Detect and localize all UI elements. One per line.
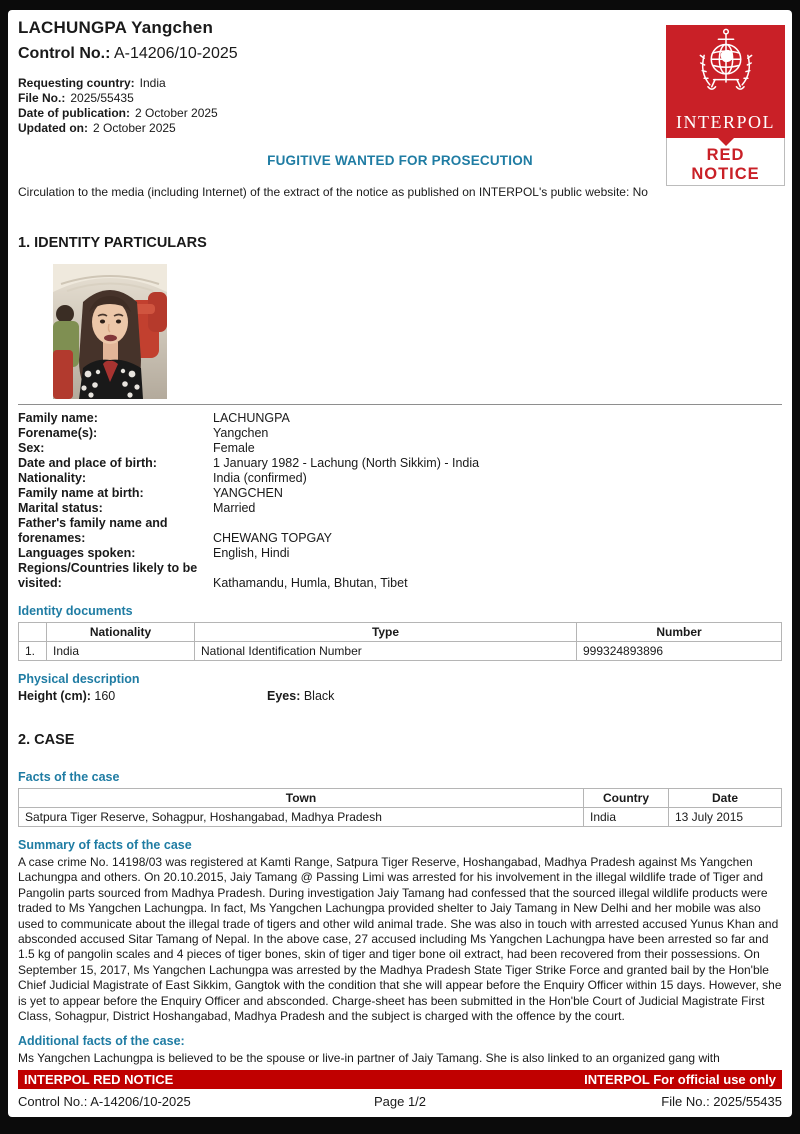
physical-description-values	[18, 689, 782, 703]
identity-documents-table	[18, 622, 782, 661]
identity-documents-header-row: Nationality Type Number	[19, 623, 782, 642]
footer-info-row	[18, 1094, 782, 1109]
interpol-red-notice-logo	[666, 18, 785, 186]
red-notice-line2: NOTICE	[691, 164, 760, 183]
footer-page-number: Page 1/2	[373, 1094, 427, 1109]
additional-facts-text: Ms Yangchen Lachungpa is believed to be the spouse or live-in partner of Jaiy Tamang. She is also linked to an organized gang with	[18, 1051, 720, 1066]
field-father-name: Father's family name and forenames: CHEWANG TOPGAY	[18, 516, 333, 545]
height-value: 160	[94, 689, 116, 703]
footer-file-number: File No.: 2025/55435	[661, 1094, 782, 1109]
identity-fields	[18, 411, 782, 591]
facts-header-row: Town Country Date	[19, 789, 782, 808]
red-notice-label-box	[666, 138, 785, 186]
identity-section-title: 1. IDENTITY PARTICULARS	[18, 235, 207, 251]
field-birth: Date and place of birth: 1 January 1982 - Lachung (North Sikkim) - India	[18, 456, 480, 470]
control-number-value: A-14206/10-2025	[113, 45, 238, 62]
additional-facts-title: Additional facts of the case:	[18, 1034, 185, 1049]
facts-title: Facts of the case	[18, 770, 120, 784]
footer-red-bar	[18, 1070, 782, 1089]
field-nationality: Nationality: India (confirmed)	[18, 471, 307, 485]
meta-row-file-no: File No.: 2025/55435	[18, 91, 134, 105]
physical-description-title: Physical description	[18, 672, 140, 686]
summary-text: A case crime No. 14198/03 was registered at Kamti Range, Satpura Tiger Reserve, Hoshangabad, Madhya Pradesh against Ms Yangchen Lachungpa and others. On 20.10.2015, Jaiy Tamang @ Passing Limi was arrested for his involvement in the illegal wildlife trade of Tiger and Pangolin parts sourced from Madhya Pradesh. During investigation Jaiy Tamang had confessed that the sourced illegal wildlife products were traded to Ms Yangchen Lachungpa. In fact, Ms Yangchen Lachungpa provided shelter to Jaiy Tamang in New Delhi and her mobile was also used to communicate about the illegal trade of tigers and other wild animal trade. She was also in touch with arrested accused Yunus Khan and absconded accused Sitar Tamang of Nepal. In the above case, 27 accused including Ms Yangchen Lachungpa have been arrested so far and 1.5 kg of pangolin scales and 4 pieces of tiger bones, skin of tiger and tiger bone oil extract, had been recovered from their possessions. On September 15, 2017, Ms Yangchen Lachungpa was arrested by the Madhya Pradesh State Tiger Strike Force and granted bail by the Hon'ble Chief Judicial Magistrate of East Sikkim, Gangtok with the condition that she will appear before the Enquiry Officer within 15 days. However, she is yet to appear before the Enquiry Officer and absconded. Charge-sheet has been submitted in the Hon'ble Court of Judicial Magistrate First Class, Sohagpur, District Hoshangabad, Madhya Pradesh and the subject is charged with the offence by the court.	[18, 855, 782, 1024]
summary-title: Summary of facts of the case	[18, 838, 192, 852]
table-row: 1. India National Identification Number 999324893896	[19, 642, 782, 661]
eyes-value: Black	[303, 689, 335, 703]
meta-row-updated-on: Updated on: 2 October 2025	[18, 121, 176, 135]
field-forenames: Forename(s): Yangchen	[18, 426, 269, 440]
field-family-name: Family name: LACHUNGPA	[18, 411, 290, 425]
red-notice-line1: RED	[706, 146, 745, 164]
table-row: Satpura Tiger Reserve, Sohagpur, Hoshangabad, Madhya Pradesh India 13 July 2015	[19, 808, 782, 827]
eyes-label: Eyes:	[267, 689, 301, 703]
control-number-label: Control No.:	[18, 45, 111, 62]
globe-continent-shape	[720, 50, 732, 62]
meta-row-publication-date: Date of publication: 2 October 2025	[18, 106, 218, 120]
field-family-name-at-birth: Family name at birth: YANGCHEN	[18, 486, 283, 500]
meta-row-requesting-country: Requesting country: India	[18, 76, 166, 90]
footer-bar-right: INTERPOL For official use only	[584, 1072, 776, 1087]
height-label: Height (cm):	[18, 689, 91, 703]
case-section-title: 2. CASE	[18, 732, 75, 748]
field-marital-status: Marital status: Married	[18, 501, 256, 515]
field-sex: Sex: Female	[18, 441, 255, 455]
person-name: LACHUNGPA Yangchen	[18, 18, 214, 37]
subject-photo	[53, 264, 167, 399]
facts-table	[18, 788, 782, 827]
interpol-wordmark: INTERPOL	[676, 112, 775, 132]
notice-type-heading: FUGITIVE WANTED FOR PROSECUTION	[267, 153, 533, 168]
circulation-statement: Circulation to the media (including Internet) of the extract of the notice as published on INTERPOL's public website: No	[18, 185, 648, 199]
footer-control-number: Control No.: A-14206/10-2025	[18, 1094, 191, 1109]
interpol-logo-red-box	[666, 25, 785, 138]
photo-divider	[18, 404, 782, 405]
identity-documents-title: Identity documents	[18, 604, 133, 618]
logo-notch	[718, 138, 734, 146]
notice-page	[8, 10, 792, 1117]
interpol-emblem-icon	[688, 25, 764, 101]
field-languages: Languages spoken: English, Hindi	[18, 546, 290, 560]
footer-bar-left: INTERPOL RED NOTICE	[24, 1072, 174, 1087]
field-regions-visited: Regions/Countries likely to be visited: Kathamandu, Humla, Bhutan, Tibet	[18, 561, 408, 590]
page-footer	[18, 1070, 782, 1109]
